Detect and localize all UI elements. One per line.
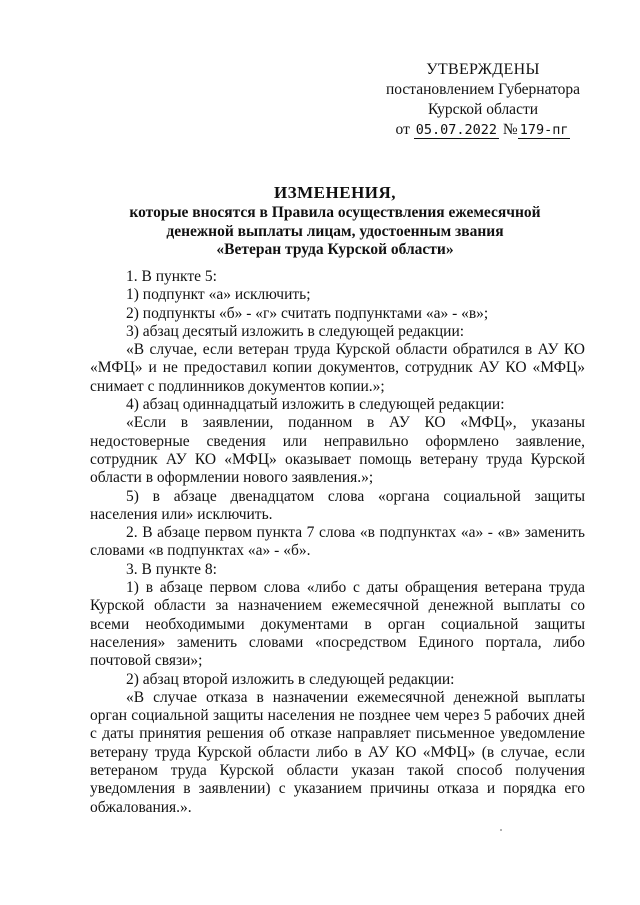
paragraph: «В случае, если ветеран труда Курской области обратился в АУ КО «МФЦ» и не предоставил копии документов, сотрудник АУ КО «МФЦ» снимает с подлинников документов копии.»;	[90, 341, 585, 395]
approval-date-line	[378, 120, 588, 140]
paragraph: 5) в абзаце двенадцатом слова «органа социальной защиты населения или» исключить.	[90, 487, 585, 523]
document-title-block	[80, 182, 590, 260]
number-value: 179-пг	[519, 122, 569, 138]
paragraph: 2) абзац второй изложить в следующей редакции:	[126, 670, 455, 688]
number-sign: №	[502, 121, 518, 138]
document-subtitle-line-3: «Ветеран труда Курской области»	[216, 241, 454, 258]
document-title: ИЗМЕНЕНИЯ,	[273, 183, 397, 202]
approval-line-1: постановлением Губернатора	[385, 81, 581, 98]
paragraph: 3) абзац десятый изложить в следующей редакции:	[126, 322, 465, 340]
paragraph: 1. В пункте 5:	[126, 268, 217, 285]
paragraph: 2. В абзаце первом пункта 7 слова «в подпунктах «а» - «в» заменить словами «в подпунктах «а» - «б».	[90, 524, 585, 560]
paragraph: 4) абзац одиннадцатый изложить в следующей редакции:	[126, 396, 505, 414]
paragraph: 2) подпункты «б» - «г» считать подпунктами «а» - «в»;	[126, 304, 489, 322]
paragraph: 3. В пункте 8:	[126, 560, 217, 578]
paragraph: «Если в заявлении, поданном в АУ КО «МФЦ», указаны недостоверные сведения или неправильно оформлено заявление, сотрудник АУ КО «МФЦ» оказывает помощь ветерану труда Курской области в оформлении нового заявления.»;	[90, 414, 585, 487]
approval-heading: УТВЕРЖДЕНЫ	[426, 61, 540, 78]
paragraph: 1) подпункт «а» исключить;	[126, 286, 311, 304]
date-prefix: от	[395, 121, 410, 138]
approval-stamp-block	[378, 60, 588, 140]
date-value: 05.07.2022	[415, 122, 498, 138]
approval-line-2: Курской области	[427, 101, 539, 118]
paragraph: 1) в абзаце первом слова «либо с даты обращения ветерана труда Курской области за назначением ежемесячной денежной выплаты со всеми необходимыми документами в орган социальной защиты населения» заменить словами «посредством Единого портала, либо почтовой связи»;	[90, 579, 585, 670]
document-body	[90, 268, 585, 817]
document-subtitle-line-1: которые вносятся в Правила осуществления ежемесячной	[129, 204, 541, 221]
document-subtitle-line-2: денежной выплаты лицам, удостоенным звания	[166, 222, 504, 240]
paragraph: «В случае отказа в назначении ежемесячной денежной выплаты орган социальной защиты населения не позднее чем через 5 рабочих дней с даты принятия решения об отказе направляет письменное уведомление ветерану труда Курской области либо в АУ КО «МФЦ» (в случае, если ветераном труда Курской области указан такой способ получения уведомления в заявлении) с указанием причины отказа и порядка его обжалования.».	[90, 688, 585, 816]
scan-speck	[500, 829, 502, 831]
